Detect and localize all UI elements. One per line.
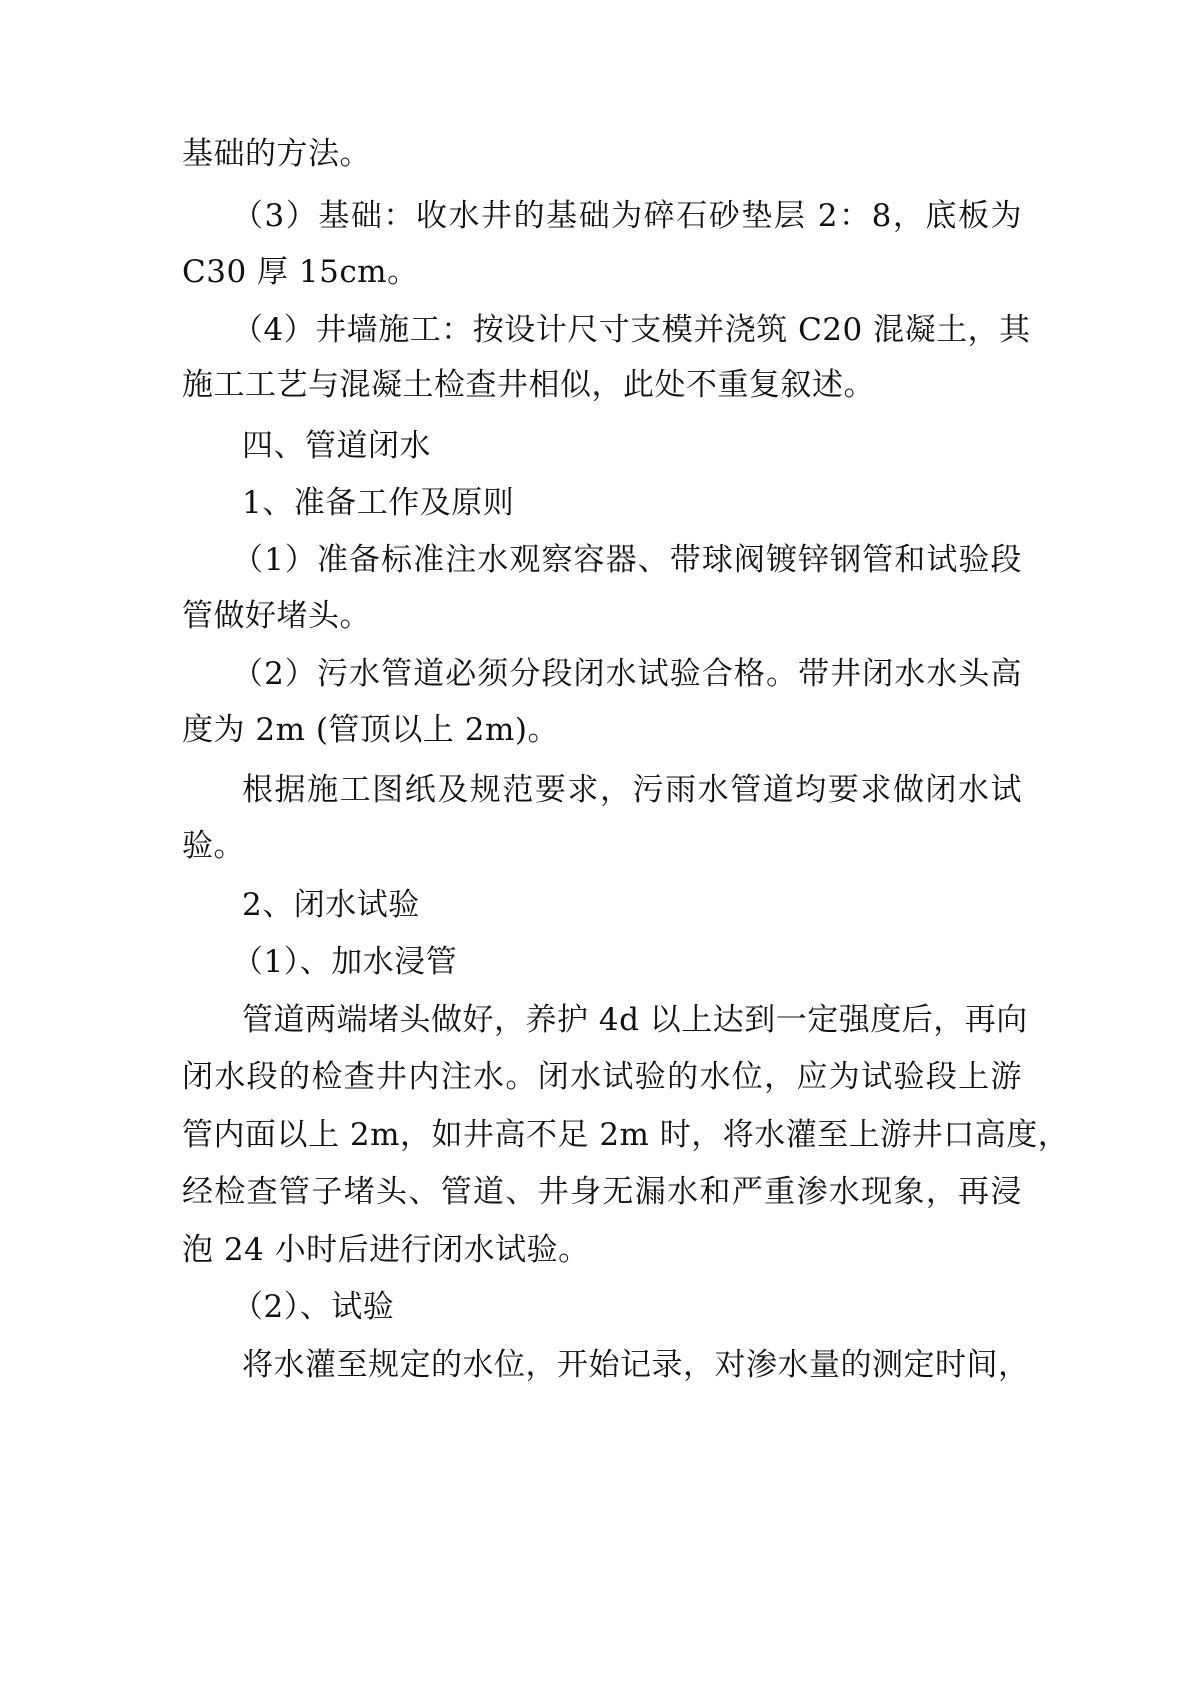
subsection-heading: 1、准备工作及原则 bbox=[242, 485, 515, 521]
text-line: 将水灌至规定的水位，开始记录，对渗水量的测定时间， bbox=[242, 1347, 1030, 1383]
text-line: 管道两端堵头做好，养护 4d 以上达到一定强度后，再向 bbox=[242, 1002, 1028, 1038]
subsection-heading: 2、闭水试验 bbox=[242, 887, 420, 923]
text-line: 施工工艺与混凝土检查井相似，此处不重复叙述。 bbox=[182, 367, 875, 403]
text-line: 根据施工图纸及规范要求，污雨水管道均要求做闭水试 bbox=[242, 772, 1022, 808]
subsection-heading: （2）、试验 bbox=[232, 1289, 395, 1325]
text-line: （1）准备标准注水观察容器、带球阀镀锌钢管和试验段 bbox=[232, 542, 1022, 578]
text-line: （3）基础：收水井的基础为碎石砂垫层 2：8，底板为 bbox=[232, 198, 1022, 234]
text-line: 基础的方法。 bbox=[182, 136, 371, 172]
text-line: C30 厚 15cm。 bbox=[182, 254, 419, 290]
text-line: 泡 24 小时后进行闭水试验。 bbox=[182, 1232, 590, 1268]
text-line: 验。 bbox=[182, 828, 245, 864]
section-heading: 四、管道闭水 bbox=[242, 428, 431, 464]
text-line: 经检查管子堵头、管道、井身无漏水和严重渗水现象，再浸 bbox=[182, 1174, 1022, 1210]
text-line: 管做好堵头。 bbox=[182, 598, 371, 634]
text-line: 闭水段的检查井内注水。闭水试验的水位，应为试验段上游 bbox=[182, 1059, 1022, 1095]
text-line: 度为 2m (管顶以上 2m)。 bbox=[182, 712, 559, 748]
text-line: 管内面以上 2m，如井高不足 2m 时，将水灌至上游井口高度， bbox=[182, 1117, 1070, 1153]
text-line: （2）污水管道必须分段闭水试验合格。带井闭水水头高 bbox=[232, 656, 1022, 692]
text-line: （4）井墙施工：按设计尺寸支模并浇筑 C20 混凝土，其 bbox=[232, 312, 1031, 348]
subsection-heading: （1）、加水浸管 bbox=[232, 944, 458, 980]
